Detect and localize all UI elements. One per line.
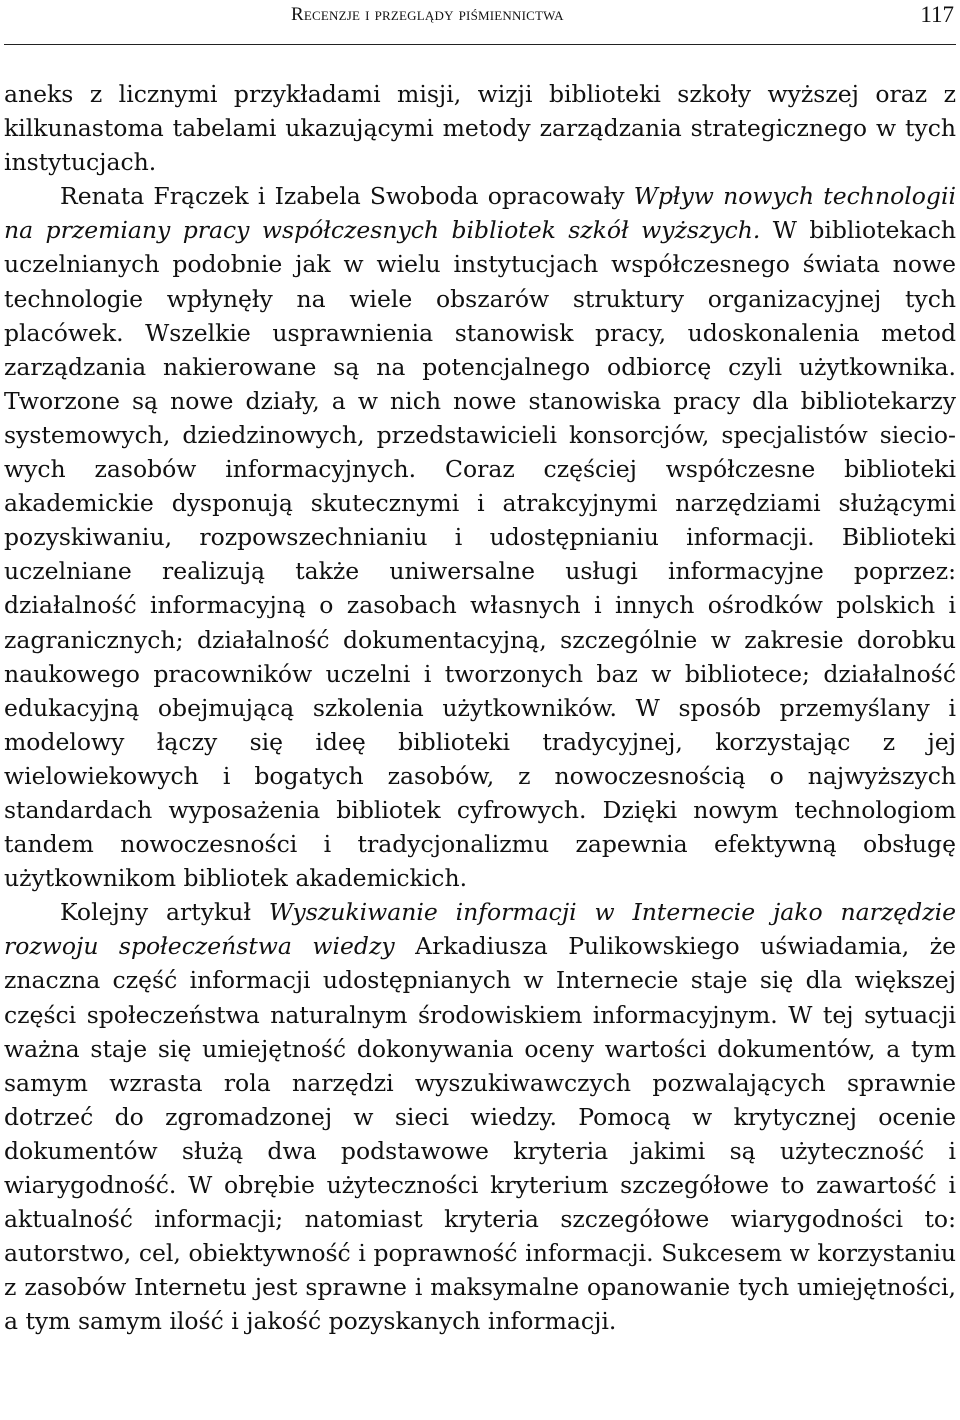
running-header [4,0,956,45]
paragraph-1 [4,77,956,179]
page-number: 117 [920,2,954,27]
paragraph-text: Arkadiusza Pulikowskiego uświadamia, że znaczna część informacji udostępnianych w Internecie staje się dla większej części społeczeństwa naturalnym środowiskiem informacyjnym. W tej sytuacji ważna staje się umiejętność dokonywania oceny wartości dokumentów, a tym samym wzrasta rola narzędzi wyszukiwawczych pozwalających sprawnie dotrzeć do zgromadzonej w sieci wiedzy. Pomocą w krytycznej ocenie dokumentów służą dwa podstawowe kryteria jakimi są użyteczność i wiarygodność. W obrębie użyteczności kryterium szczegółowe to zawartość i aktualność informacji; natomiast kryteria szczegółowe wiarygodności to: autorstwo, cel, obiektywność i poprawność informacji. Sukcesem w korzystaniu z zasobów Internetu jest sprawne i maksymalne opanowanie tych umiejętności, a tym samym ilość i jakość pozyskanych informacji. [4,932,956,1336]
paragraph-text: aneks z licznymi przykładami misji, wizji biblioteki szkoły wyższej oraz z kilkunastoma tabelami ukazującymi metody zarządzania strategicznego w tych instytucjach. [4,80,956,177]
body-text [4,77,956,1338]
article-title-italic: Wpływ nowych technologii na przemiany pracy współczesnych bibliotek szkół wyższych. [4,182,956,245]
running-header-title: Recenzje i przeglądy piśmiennictwa [291,4,564,25]
article-title-italic: Wyszukiwanie informacji w Internecie jako narzędzie rozwoju społeczeństwa wiedzy [4,898,957,961]
paragraph-2 [4,179,956,895]
paragraph-text: W bibliotekach uczelnianych podobnie jak w wielu instytucjach współczesnego świata nowe technologie wpłynęły na wiele obszarów struktury organizacyjnej tych placówek. Wszelkie usprawnienia stanowisk pracy, udoskonalenia metod zarządzania nakierowane są na potencjalnego odbiorcę czyli użytkownika. Tworzone są nowe działy, a w nich nowe stanowiska pracy dla bibliotekarzy systemowych, dziedzinowych, przedstawicieli konsorcjów, specjalistów sieciowych zasobów informacyjnych. Coraz częściej współczesne biblioteki akademickie dysponują skutecznymi i atrakcyjnymi narzędziami służącymi pozyskiwaniu, rozpowszechnianiu i udostępnianiu informacji. Biblioteki uczelniane realizują także uniwersalne usługi informacyjne poprzez: działalność informacyjną o zasobach własnych i innych ośrodków polskich i zagranicznych; działalność dokumentacyjną, szczególnie w zakresie dorobku naukowego pracowników uczelni i tworzonych baz w bibliotece; działalność edukacyjną obejmującą szkolenia użytkowników. W sposób przemyślany i modelowy łączy się ideę biblioteki tradycyjnej, korzystając z jej wielowiekowych i bogatych zasobów, z nowoczesnością o najwyższych standardach wyposażenia bibliotek cyfrowych. Dzięki nowym technologiom tandem nowoczesności i tradycjonalizmu zapewnia efektywną obsługę użytkownikom bibliotek akademickich. [4,216,956,893]
paragraph-3 [4,895,956,1338]
paragraph-text: Renata Frączek i Izabela Swoboda opracowały [60,182,634,211]
paragraph-text: Kolejny artykuł [60,898,269,927]
